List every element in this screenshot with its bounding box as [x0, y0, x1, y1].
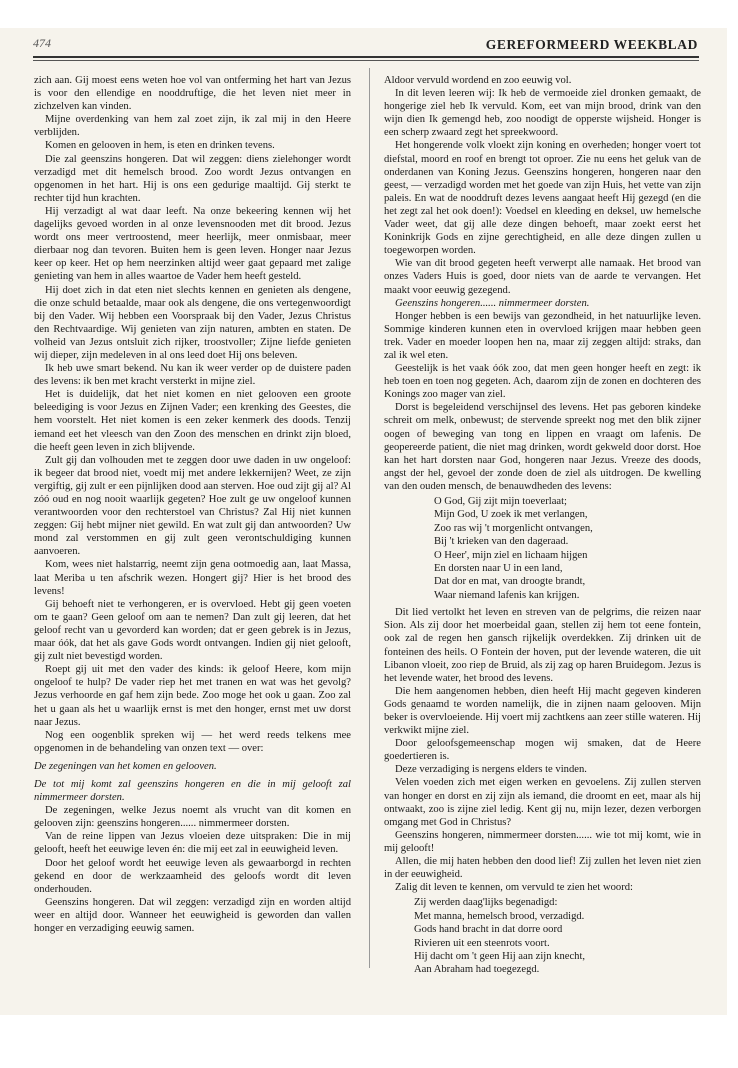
newspaper-page	[0, 28, 727, 1015]
paragraph: Geenszins hongeren. Dat wil zeggen: verzadigd zijn en worden altijd weer en altijd door. Wanneer het eeuwigheid is geworden dan vallen honger en verzadiging eeuwig samen.	[34, 896, 351, 934]
right-column	[384, 74, 701, 981]
paragraph: Wie van dit brood gegeten heeft verwerpt alle namaak. Het brood van onzes Vaders Huis is goed, door niets van de aarde te vervangen. Het maakt voor eeuwig gezegend.	[384, 258, 701, 296]
poem-line: Met manna, hemelsch brood, verzadigd.	[414, 910, 585, 922]
paragraph: Die zal geenszins hongeren. Dat wil zeggen: diens zielehonger wordt verzadigd met dit hemelsch brood. Zoo wordt Jezus ontvangen en opgenomen in het hart. Hij is ons een gedurige maaltijd. Gij sterkt te rechter tijd hun krachten.	[34, 153, 351, 204]
poem-line: Zoo ras wij 't morgenlicht ontvangen,	[434, 522, 593, 534]
poem-line: O God, Gij zijt mijn toeverlaat;	[434, 496, 567, 507]
poem-line: En dorsten naar U in een land,	[434, 563, 563, 575]
paragraph: zich aan. Gij moest eens weten hoe vol van ontferming het hart van Jezus is voor den ellendige en nooddruftige, die het leven niet meer in zichzelven kan vinden.	[34, 75, 351, 113]
poem-stanza	[434, 495, 701, 602]
paragraph: Deze verzadiging is nergens elders te vinden.	[395, 764, 587, 776]
poem-line: Gods hand bracht in dat dorre oord	[414, 924, 563, 936]
paragraph: De zegeningen, welke Jezus noemt als vrucht van dit komen en gelooven zijn: geenszins hongeren...... nimmermeer dorsten.	[34, 805, 351, 830]
paragraph: Roept gij uit met den vader des kinds: ik geloof Heere, kom mijn ongeloof te hulp? De vader riep het met tranen en wat was het gevolg? Jezus verhoorde en gaf hem zijn bede. Zoo moge het ook u gaan. Zoo zal het u gaan als het u waarlijk ernst is met den honger, ernst met uw dorst naar Jezus.	[34, 664, 351, 728]
paragraph: Van de reine lippen van Jezus vloeien deze uitspraken: Die in mij gelooft, heeft het eeuwige leven én: die mij eet zal in eeuwigheid leven.	[34, 831, 351, 856]
header-rule-thin	[33, 60, 699, 61]
paragraph: Dit lied vertolkt het leven en streven van de pelgrims, die reizen naar Sion. Als zij door het moerbeidal gaan, stellen zij hem tot eene fontein, ook zal de regen hen gansch rijkelijk overdekken. Zij drinken uit de fonteinen des heils. O Fontein der hoven, put der levende wateren, die uit Libanon vloeit, zoo riep de Bruid, als zij zag op haren Bruidegom. Jezus is het levende water, het brood des levens.	[384, 607, 701, 684]
publication-title: GEREFORMEERD WEEKBLAD	[485, 37, 698, 52]
poem-line: Mijn God, U zoek ik met verlangen,	[434, 509, 588, 521]
paragraph: Hij doet zich in dat eten niet slechts kennen en genieten als dengene, die onze schuld betaalde, maar ook als dengene, die ons vertegenwoordigt bij den Vader. Wij hebben een Voorspraak bij den Vader, Jezus Christus den Rechtvaardige. Wij genieten van zijn naturen, ambten en staten. De volheid van Jezus ontsluit zich rijker, troostvoller; Zijne liefde genieten wij dieper, zijn medeleven in al ons leed doet Hij ons beleven.	[34, 284, 351, 361]
paragraph: Ik heb uwe smart bekend. Nu kan ik weer verder op de duistere paden des levens: ik ben met kracht versterkt in mijne ziel.	[34, 363, 351, 388]
paragraph: Kom, wees niet halstarrig, neemt zijn gena ootmoedig aan, laat Massa, laat Meriba u ten afschrik wezen. Hongert gij? Hier is het brood des levens!	[34, 559, 351, 597]
paragraph: Komen en gelooven in hem, is eten en drinken tevens.	[45, 140, 275, 152]
poem-line: Dat dor en mat, van droogte brandt,	[434, 576, 586, 588]
poem-line: Waar niemand lafenis kan krijgen.	[434, 589, 580, 601]
paragraph: Die hem aangenomen hebben, dien heeft Hij macht gegeven kinderen Gods genaamd te worden namelijk, die in zijnen naam gelooven. Mijn beker is overvloeiende. Hij voert mij zachtkens aan zeer stille wateren. Hij verkwikt mijne ziel.	[384, 685, 701, 737]
poem-line: Hij dacht om 't geen Hij aan zijn knecht,	[414, 950, 586, 962]
poem-line: Bij 't krieken van den dageraad.	[434, 536, 569, 548]
paragraph: Hij verzadigt al wat daar leeft. Na onze bekeering kennen wij het dagelijks gevoed worden in al onze levensnooden met dit brood. Jezus wordt ons meer vertroostend, meer heerlijk, meer onmisbaar, meer dierbaar nog dan tevoren. Buiten hem is geen leven. Honger naar Jezus keer op keer. Het op hem neerzinken altijd weer gaat gepaard met zalige genieting van hem in alles waartoe de Vader hem heeft gesteld.	[34, 205, 351, 283]
column-divider	[369, 68, 370, 968]
paragraph: Mijne overdenking van hem zal zoet zijn, ik zal mij in den Heere verblijden.	[34, 114, 351, 139]
poem-line: Rivieren uit een steenrots voort.	[414, 937, 550, 949]
paragraph: Honger hebben is een bewijs van gezondheid, in het natuurlijke leven. Sommige kinderen kunnen eten in overvloed krijgen maar hebben geen trek. Vader en moeder loopen hen na, maar zij zeggen altijd: straks, dan zal ik wel eten.	[384, 310, 701, 361]
poem-line: Zij werden daag'lijks begenadigd:	[414, 897, 558, 909]
poem-line: Aan Abraham had toegezegd.	[414, 964, 540, 976]
scripture-quote: De tot mij komt zal geenszins hongeren en die in mij gelooft zal nimmermeer dorsten.	[34, 778, 351, 804]
paragraph: In dit leven leeren wij: Ik heb de vermoeide ziel dronken gemaakt, de hongerige ziel heb Ik vervuld. Kom, eet van mijn brood, drink van den wijn dien Ik gemengd heb, zoo noodigt de opperste wijsheid. Honger is een scherp zwaard zegt het spreekwoord.	[384, 88, 701, 139]
paragraph: Geestelijk is het vaak óók zoo, dat men geen honger heeft en zegt: ik heb toen en toen nog gegeten. Ach, daarom zijn de zonen en dochteren des Konings zoo mager van ziel.	[384, 363, 701, 401]
paragraph: Zult gij dan volhouden met te zeggen door uwe daden in uw ongeloof: ik begeer dat brood niet, voedt mij met andere lekkernijen? Weet, ze zijn vergiftig, gij zult er een pijnlijken dood aan sterven. Hoe oud zijt gij al? Al zóó oud en nog nooit waarlijk gegeten? Hoe zult ge uw ongeloof kunnen verantwoorden voor den rechterstoel van Christus? Zal Hij niet kunnen zeggen: Gij hebt mijner niet gewild. En wat zult gij dan antwoorden? Uw mond zal verstommen en gij zult geen verontschuldiging kunnen aanvoeren.	[34, 454, 351, 558]
poem-line: O Heer', mijn ziel en lichaam hijgen	[434, 549, 588, 561]
left-column	[34, 74, 351, 935]
paragraph: Het is duidelijk, dat het niet komen en niet gelooven een groote beleediging is voor Jezus en Zijnen Vader; een krenking des Geestes, die hem voorstelt. Het niet komen is een zeker kenmerk des doods. Tenzij iemand eet het vleesch van den Zoon des menschen en drinkt zijn bloed, die heeft geen leven in zich blijvende.	[34, 389, 351, 453]
page-header	[33, 36, 698, 58]
paragraph: Geenszins hongeren, nimmermeer dorsten...... wie tot mij komt, wie in mij gelooft!	[384, 829, 701, 854]
paragraph: Velen voeden zich met eigen werken en gevoelens. Zij zullen sterven van honger en dorst en zij zijn als iemand, die droomt en eet, maar als hij ontwaakt, zoo is zijne ziel ledig. Kent gij nu, mijn lezer, dezen verborgen omgang met God in Christus?	[384, 777, 701, 828]
poem-stanza	[414, 896, 701, 976]
paragraph: Het hongerende volk vloekt zijn koning en overheden; honger voert tot diefstal, moord en roof en brengt tot oproer. Zie nu eens het geluk van de onderdanen van Koning Jezus. Geenszins hongeren, hongeren naar den geest, — verzadigd worden met het goede van zijn Huis, het vette van zijn paleis. En wat de nooddruft dezes levens aangaat heeft Hij gezegd (en die het zegt zal het ook doen!): Voedsel en kleeding en deksel, uw hemelsche Vader weet, dat gij alle deze dingen behoeft, maar zoekt eerst het Koninkrijk Gods en zijne gerechtigheid, en alle deze dingen zullen u toegeworpen worden.	[384, 140, 701, 257]
page-number: 474	[33, 36, 51, 50]
paragraph: Door geloofsgemeenschap mogen wij smaken, dat de Heere goedertieren is.	[384, 738, 701, 763]
header-rule	[33, 56, 699, 58]
paragraph: Gij behoeft niet te verhongeren, er is overvloed. Hebt gij geen voeten om te gaan? Geen geloof om aan te nemen? Dan zult gij leeren, dat het geloof recht van u gevorderd kan worden; dat er geen gebrek is in Jezus, maar óók, dat het als gave Gods wordt ontvangen. Indien gij niet gelooft, gij zult niet bevestigd worden.	[34, 598, 351, 663]
paragraph: Allen, die mij haten hebben den dood lief! Zij zullen het leven niet zien in der eeuwigheid.	[384, 856, 701, 881]
paragraph: Door het geloof wordt het eeuwige leven als gewaarborgd in rechten gekend en door de werkzaamheid des geloofs wordt dit leven onderhouden.	[34, 857, 351, 895]
paragraph: Dorst is begeleidend verschijnsel des levens. Het pas geboren kindeke schreit om melk, onbewust; de stervende spreekt nog met den blik zijner oogen of beweging van tong en lippen en vraagt om lafenis. De geopereerde patient, die niet mag drinken, wordt gekweld door dorst. Hoe kan het hart dorsten naar God, hongeren naar Jezus. Vreeze des doods, angst der hel, gevoel der zonde doen de ziel als uitdrogen. De kwelling van den ouden mensch, de benauwdheden des levens:	[384, 402, 701, 492]
paragraph: Aldoor vervuld wordend en zoo eeuwig vol.	[384, 75, 572, 86]
paragraph: Zalig dit leven te kennen, om vervuld te zien het woord:	[395, 882, 633, 894]
section-heading: De zegeningen van het komen en gelooven.	[34, 760, 217, 772]
paragraph: Geenszins hongeren...... nimmermeer dorsten.	[395, 297, 590, 309]
paragraph: Nog een oogenblik spreken wij — het werd reeds telkens mee opgenomen in de behandeling van onzen text — over:	[34, 729, 351, 754]
